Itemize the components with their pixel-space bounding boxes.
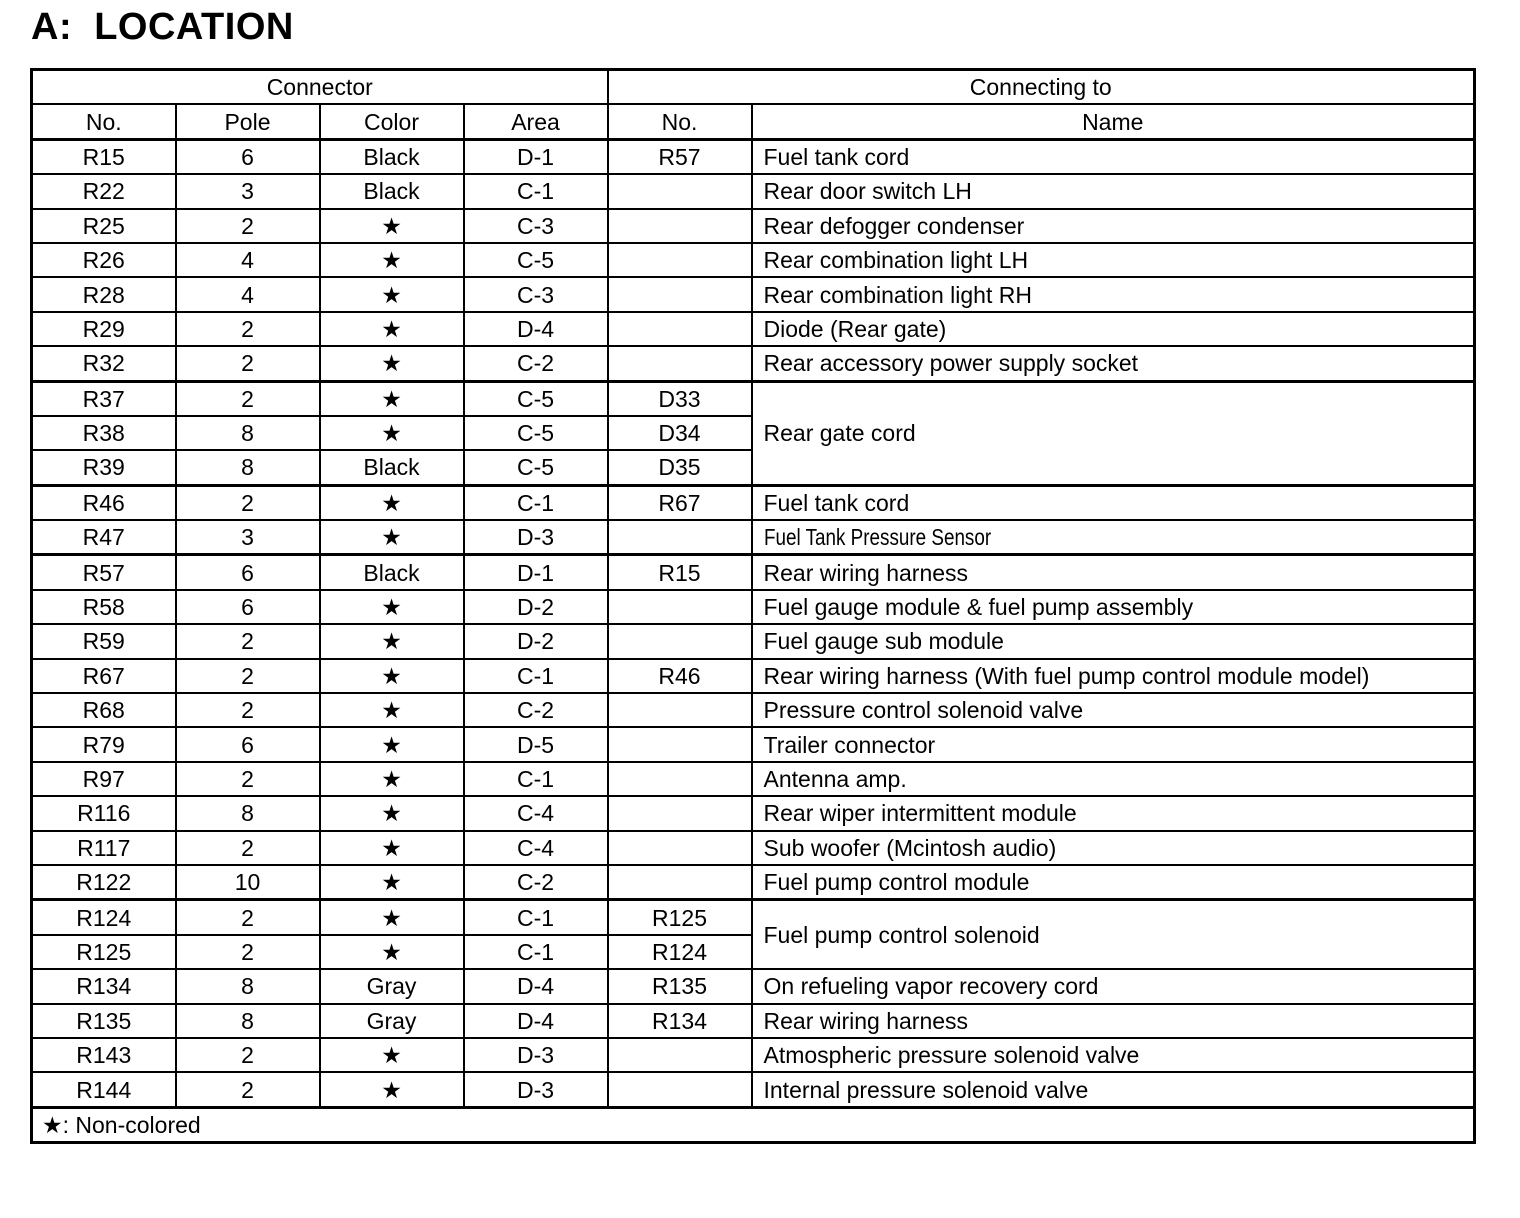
cell-area: C-1	[464, 762, 608, 796]
cell-pole: 2	[176, 312, 320, 346]
table-row	[32, 520, 1475, 555]
cell-pole: 2	[176, 762, 320, 796]
cell-no: R57	[32, 555, 176, 590]
cell-name: Rear combination light RH	[752, 277, 1475, 311]
cell-no: R47	[32, 520, 176, 555]
table-row	[32, 312, 1475, 346]
cell-pole: 6	[176, 727, 320, 761]
cell-no: R68	[32, 693, 176, 727]
cell-color: Black	[320, 139, 464, 174]
header-pole: Pole	[176, 104, 320, 139]
cell-name: Antenna amp.	[752, 762, 1475, 796]
cell-area: C-1	[464, 935, 608, 969]
cell-pole: 2	[176, 900, 320, 935]
cell-area: C-2	[464, 865, 608, 900]
cell-pole: 2	[176, 659, 320, 693]
table-row	[32, 727, 1475, 761]
cell-no: R134	[32, 969, 176, 1003]
cell-pole: 2	[176, 485, 320, 520]
cell-area: C-2	[464, 693, 608, 727]
cell-color: ★	[320, 590, 464, 624]
cell-to-no: D35	[608, 450, 752, 485]
cell-no: R135	[32, 1004, 176, 1038]
cell-pole: 6	[176, 590, 320, 624]
table-row	[32, 1038, 1475, 1072]
cell-pole: 6	[176, 555, 320, 590]
cell-no: R144	[32, 1072, 176, 1107]
cell-color: Black	[320, 450, 464, 485]
cell-color: ★	[320, 346, 464, 381]
cell-color: ★	[320, 243, 464, 277]
cell-no: R25	[32, 209, 176, 243]
cell-to-no: D33	[608, 381, 752, 416]
cell-no: R38	[32, 416, 176, 450]
cell-to-no: R15	[608, 555, 752, 590]
cell-to-no: R124	[608, 935, 752, 969]
cell-color: ★	[320, 865, 464, 900]
cell-area: D-4	[464, 1004, 608, 1038]
cell-color: ★	[320, 1038, 464, 1072]
footnote-row	[32, 1107, 1475, 1142]
cell-name-text: Fuel Tank Pressure Sensor	[763, 524, 991, 551]
cell-pole: 6	[176, 139, 320, 174]
cell-name: Rear accessory power supply socket	[752, 346, 1475, 381]
cell-name: Atmospheric pressure solenoid valve	[752, 1038, 1475, 1072]
table-row	[32, 1072, 1475, 1107]
cell-name: On refueling vapor recovery cord	[752, 969, 1475, 1003]
cell-pole: 2	[176, 1038, 320, 1072]
cell-name: Fuel gauge sub module	[752, 624, 1475, 658]
cell-to-no	[608, 727, 752, 761]
cell-to-no	[608, 831, 752, 865]
cell-to-no	[608, 209, 752, 243]
cell-to-no	[608, 624, 752, 658]
table-row	[32, 555, 1475, 590]
header-no: No.	[32, 104, 176, 139]
cell-name: Rear wiring harness	[752, 555, 1475, 590]
cell-area: C-1	[464, 485, 608, 520]
cell-color: ★	[320, 624, 464, 658]
cell-pole: 8	[176, 416, 320, 450]
cell-name: Pressure control solenoid valve	[752, 693, 1475, 727]
cell-area: C-5	[464, 450, 608, 485]
page-title: A: LOCATION	[31, 6, 294, 48]
table-row	[32, 796, 1475, 830]
cell-to-no	[608, 277, 752, 311]
cell-color: ★	[320, 762, 464, 796]
cell-to-no	[608, 520, 752, 555]
cell-area: D-3	[464, 1072, 608, 1107]
cell-to-no	[608, 346, 752, 381]
cell-area: D-4	[464, 969, 608, 1003]
cell-no: R26	[32, 243, 176, 277]
table-row	[32, 346, 1475, 381]
table-row	[32, 590, 1475, 624]
cell-to-no	[608, 243, 752, 277]
group-header-row	[32, 70, 1475, 105]
cell-no: R58	[32, 590, 176, 624]
cell-name: Fuel pump control solenoid	[752, 900, 1475, 969]
cell-pole: 4	[176, 277, 320, 311]
cell-pole: 2	[176, 935, 320, 969]
cell-no: R37	[32, 381, 176, 416]
header-color: Color	[320, 104, 464, 139]
cell-pole: 2	[176, 346, 320, 381]
cell-no: R39	[32, 450, 176, 485]
cell-area: C-2	[464, 346, 608, 381]
cell-no: R122	[32, 865, 176, 900]
cell-no: R143	[32, 1038, 176, 1072]
cell-to-no: R57	[608, 139, 752, 174]
cell-color: ★	[320, 659, 464, 693]
cell-name: Sub woofer (Mcintosh audio)	[752, 831, 1475, 865]
table-row	[32, 174, 1475, 208]
cell-area: D-5	[464, 727, 608, 761]
cell-no: R97	[32, 762, 176, 796]
cell-no: R116	[32, 796, 176, 830]
table-row	[32, 831, 1475, 865]
cell-name: Trailer connector	[752, 727, 1475, 761]
cell-to-no	[608, 1038, 752, 1072]
cell-name: Internal pressure solenoid valve	[752, 1072, 1475, 1107]
table-row	[32, 243, 1475, 277]
cell-to-no	[608, 762, 752, 796]
cell-no: R125	[32, 935, 176, 969]
cell-no: R117	[32, 831, 176, 865]
cell-color: ★	[320, 520, 464, 555]
cell-no: R32	[32, 346, 176, 381]
cell-area: C-4	[464, 796, 608, 830]
cell-color: ★	[320, 693, 464, 727]
table-row	[32, 693, 1475, 727]
cell-pole: 2	[176, 624, 320, 658]
cell-area: C-4	[464, 831, 608, 865]
cell-color: ★	[320, 1072, 464, 1107]
cell-color: ★	[320, 900, 464, 935]
cell-color: Gray	[320, 1004, 464, 1038]
cell-pole: 2	[176, 381, 320, 416]
cell-color: Black	[320, 555, 464, 590]
table-row	[32, 277, 1475, 311]
cell-color: ★	[320, 277, 464, 311]
cell-color: ★	[320, 727, 464, 761]
table-row	[32, 1004, 1475, 1038]
header-connector: Connector	[32, 70, 608, 105]
cell-area: C-5	[464, 381, 608, 416]
footnote: ★: Non-colored	[32, 1107, 1475, 1142]
column-header-row	[32, 104, 1475, 139]
cell-name: Fuel tank cord	[752, 139, 1475, 174]
cell-no: R15	[32, 139, 176, 174]
table-row	[32, 209, 1475, 243]
table-row	[32, 969, 1475, 1003]
cell-area: D-1	[464, 139, 608, 174]
cell-color: ★	[320, 485, 464, 520]
table-row	[32, 381, 1475, 416]
cell-to-no	[608, 312, 752, 346]
cell-name: Diode (Rear gate)	[752, 312, 1475, 346]
cell-pole: 2	[176, 209, 320, 243]
cell-to-no: R125	[608, 900, 752, 935]
cell-area: D-3	[464, 520, 608, 555]
cell-to-no	[608, 590, 752, 624]
cell-name: Fuel tank cord	[752, 485, 1475, 520]
header-connecting-to: Connecting to	[608, 70, 1475, 105]
table-row	[32, 659, 1475, 693]
cell-pole: 2	[176, 693, 320, 727]
table-row	[32, 762, 1475, 796]
cell-no: R22	[32, 174, 176, 208]
cell-no: R124	[32, 900, 176, 935]
table-row	[32, 624, 1475, 658]
cell-to-no	[608, 693, 752, 727]
table-row	[32, 485, 1475, 520]
cell-no: R59	[32, 624, 176, 658]
cell-color: ★	[320, 312, 464, 346]
cell-area: D-4	[464, 312, 608, 346]
table-row	[32, 139, 1475, 174]
cell-to-no	[608, 796, 752, 830]
cell-color: ★	[320, 381, 464, 416]
header-name: Name	[752, 104, 1475, 139]
cell-pole: 10	[176, 865, 320, 900]
cell-name: Rear wiring harness (With fuel pump control module model)	[752, 659, 1475, 693]
table-row	[32, 865, 1475, 900]
cell-pole: 3	[176, 174, 320, 208]
cell-color: ★	[320, 796, 464, 830]
cell-name: Rear defogger condenser	[752, 209, 1475, 243]
cell-to-no: R135	[608, 969, 752, 1003]
cell-pole: 4	[176, 243, 320, 277]
cell-pole: 8	[176, 450, 320, 485]
cell-no: R29	[32, 312, 176, 346]
cell-name: Rear gate cord	[752, 381, 1475, 485]
cell-color: ★	[320, 416, 464, 450]
cell-name	[752, 520, 1475, 555]
cell-pole: 8	[176, 1004, 320, 1038]
cell-name: Rear wiper intermittent module	[752, 796, 1475, 830]
cell-pole: 3	[176, 520, 320, 555]
cell-no: R79	[32, 727, 176, 761]
cell-area: C-1	[464, 900, 608, 935]
cell-area: D-1	[464, 555, 608, 590]
cell-to-no: R134	[608, 1004, 752, 1038]
cell-area: D-2	[464, 590, 608, 624]
cell-to-no: R46	[608, 659, 752, 693]
cell-area: C-1	[464, 659, 608, 693]
cell-to-no	[608, 865, 752, 900]
cell-area: C-5	[464, 416, 608, 450]
cell-pole: 2	[176, 831, 320, 865]
connector-location-table	[30, 68, 1476, 1144]
cell-color: ★	[320, 831, 464, 865]
cell-area: D-2	[464, 624, 608, 658]
cell-to-no	[608, 1072, 752, 1107]
cell-name: Rear combination light LH	[752, 243, 1475, 277]
cell-area: C-1	[464, 174, 608, 208]
header-to-no: No.	[608, 104, 752, 139]
cell-area: D-3	[464, 1038, 608, 1072]
cell-color: Gray	[320, 969, 464, 1003]
cell-pole: 8	[176, 796, 320, 830]
cell-color: ★	[320, 935, 464, 969]
cell-color: ★	[320, 209, 464, 243]
header-area: Area	[464, 104, 608, 139]
cell-name: Rear wiring harness	[752, 1004, 1475, 1038]
cell-pole: 2	[176, 1072, 320, 1107]
cell-name: Fuel pump control module	[752, 865, 1475, 900]
cell-color: Black	[320, 174, 464, 208]
cell-to-no: D34	[608, 416, 752, 450]
cell-area: C-3	[464, 209, 608, 243]
cell-no: R46	[32, 485, 176, 520]
cell-no: R67	[32, 659, 176, 693]
cell-no: R28	[32, 277, 176, 311]
cell-name: Fuel gauge module & fuel pump assembly	[752, 590, 1475, 624]
cell-to-no: R67	[608, 485, 752, 520]
cell-pole: 8	[176, 969, 320, 1003]
cell-area: C-5	[464, 243, 608, 277]
cell-name: Rear door switch LH	[752, 174, 1475, 208]
table-row	[32, 900, 1475, 935]
cell-area: C-3	[464, 277, 608, 311]
cell-to-no	[608, 174, 752, 208]
